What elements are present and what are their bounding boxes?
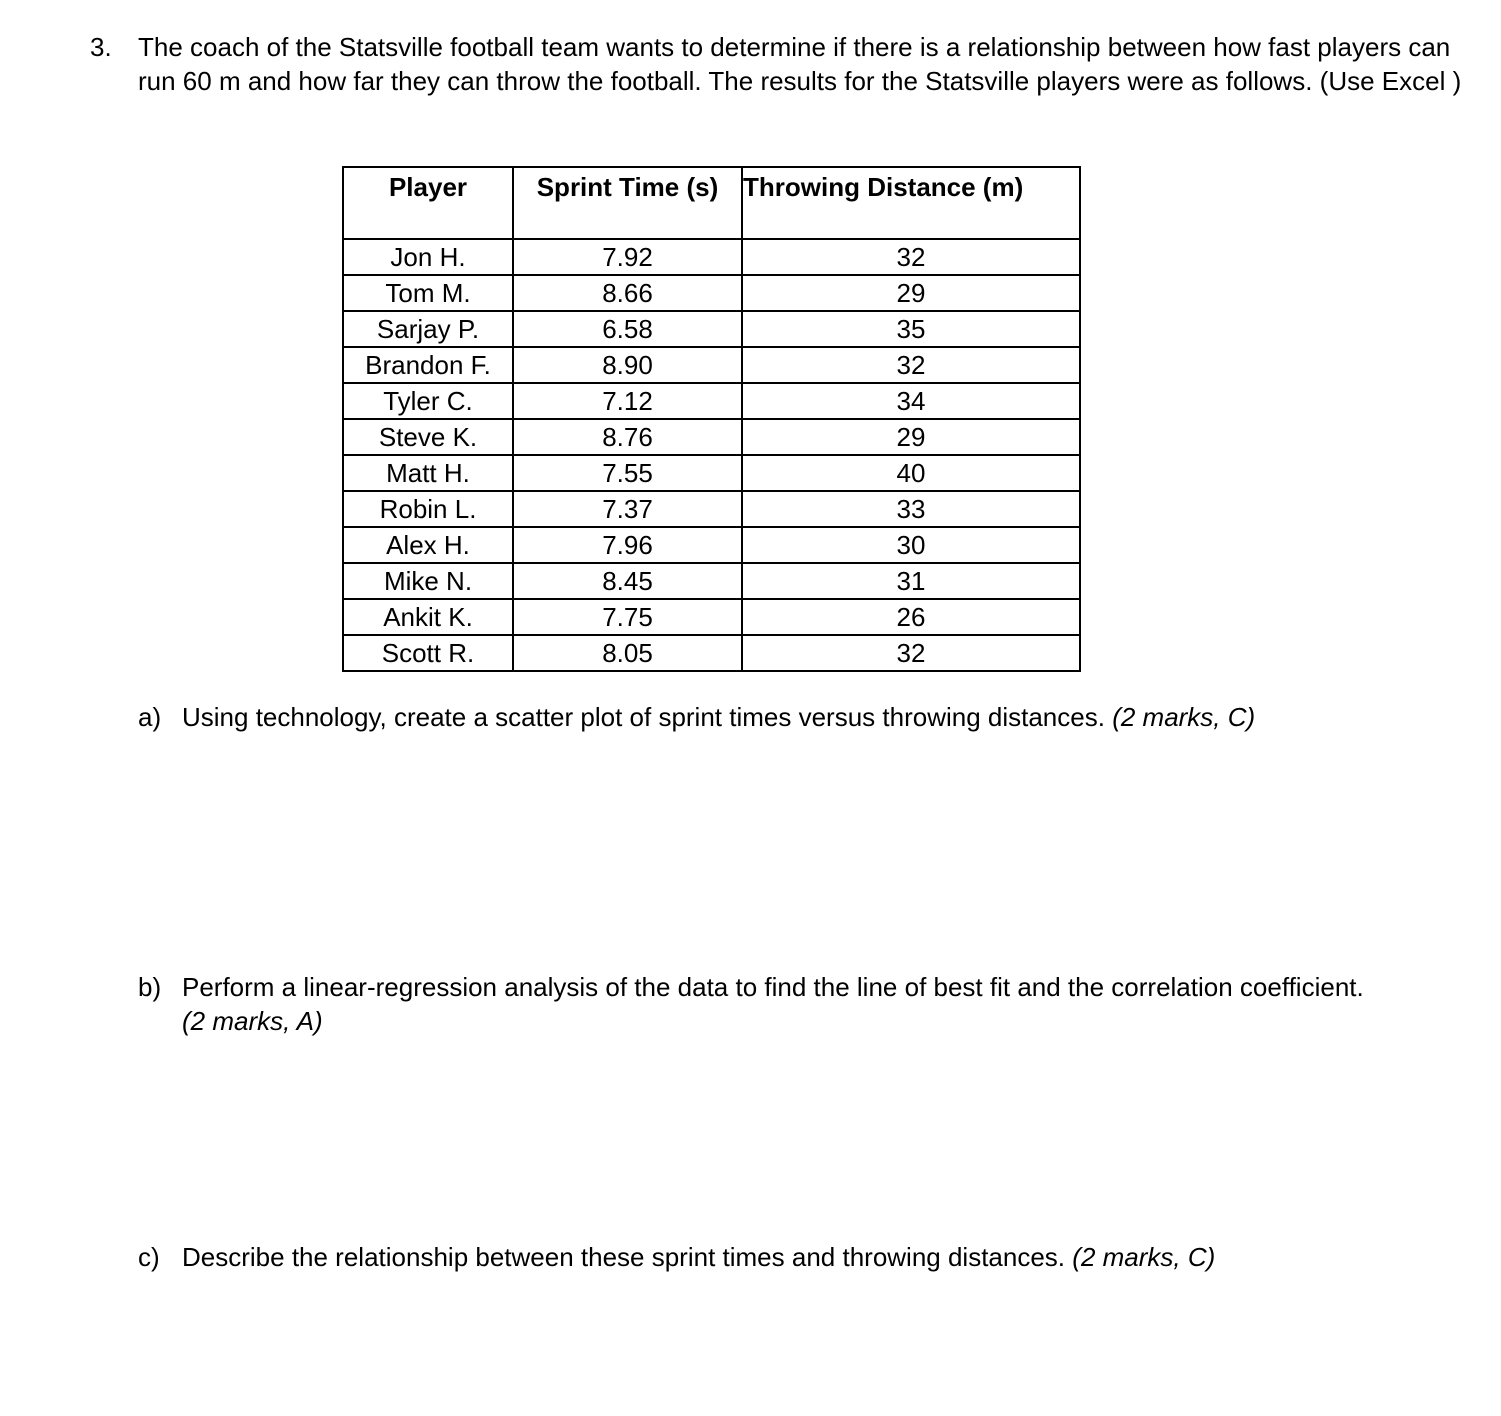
question-text: The coach of the Statsville football team wants to determine if there is a relationship between how fast players can run 60 m and how far they can throw the football. The results for the Statsville players were as follows. (Use Excel ) [138,32,1462,96]
table-header-row [343,167,1080,239]
cell-sprint-time: 8.05 [513,635,742,671]
cell-sprint-time: 7.75 [513,599,742,635]
part-b-question: Perform a linear-regression analysis of the data to find the line of best fit and the correlation coefficient. [182,972,1364,1002]
table-row [343,491,1080,527]
cell-throwing-distance: 40 [742,455,1080,491]
cell-throwing-distance: 32 [742,347,1080,383]
part-a-question: Using technology, create a scatter plot of sprint times versus throwing distances. [182,702,1105,732]
cell-player: Ankit K. [343,599,513,635]
table-row [343,311,1080,347]
cell-player: Alex H. [343,527,513,563]
part-c-label: c) [138,1242,160,1272]
table-row [343,635,1080,671]
player-data-table [342,166,1081,672]
table-row [343,455,1080,491]
table-row [343,275,1080,311]
part-c-question: Describe the relationship between these sprint times and throwing distances. [182,1242,1066,1272]
question-number: 3. [90,32,112,62]
table-row [343,563,1080,599]
cell-sprint-time: 8.90 [513,347,742,383]
cell-throwing-distance: 29 [742,419,1080,455]
cell-sprint-time: 8.45 [513,563,742,599]
cell-sprint-time: 7.96 [513,527,742,563]
header-sprint-time: Sprint Time (s) [513,167,742,239]
table-row [343,383,1080,419]
cell-sprint-time: 6.58 [513,311,742,347]
cell-player: Sarjay P. [343,311,513,347]
cell-player: Matt H. [343,455,513,491]
cell-sprint-time: 8.66 [513,275,742,311]
table-row [343,239,1080,275]
cell-throwing-distance: 32 [742,635,1080,671]
table-row [343,347,1080,383]
part-b-text [182,970,1392,1038]
table-row [343,599,1080,635]
part-a-label: a) [138,702,162,732]
part-b-marks: (2 marks, A) [182,1006,323,1036]
header-player: Player [343,167,513,239]
cell-throwing-distance: 35 [742,311,1080,347]
cell-sprint-time: 7.12 [513,383,742,419]
cell-throwing-distance: 26 [742,599,1080,635]
header-throwing-distance: Throwing Distance (m) [742,167,1080,239]
cell-player: Scott R. [343,635,513,671]
cell-player: Jon H. [343,239,513,275]
cell-player: Tom M. [343,275,513,311]
cell-throwing-distance: 30 [742,527,1080,563]
cell-player: Tyler C. [343,383,513,419]
cell-sprint-time: 7.92 [513,239,742,275]
cell-throwing-distance: 34 [742,383,1080,419]
part-c-text [182,1240,1392,1274]
cell-player: Steve K. [343,419,513,455]
cell-throwing-distance: 32 [742,239,1080,275]
part-a-marks: (2 marks, C) [1112,702,1256,732]
cell-sprint-time: 8.76 [513,419,742,455]
cell-sprint-time: 7.55 [513,455,742,491]
cell-throwing-distance: 29 [742,275,1080,311]
cell-throwing-distance: 31 [742,563,1080,599]
part-b-label: b) [138,972,162,1002]
cell-sprint-time: 7.37 [513,491,742,527]
table-row [343,419,1080,455]
part-c-marks: (2 marks, C) [1072,1242,1216,1272]
cell-player: Mike N. [343,563,513,599]
cell-player: Robin L. [343,491,513,527]
cell-throwing-distance: 33 [742,491,1080,527]
cell-player: Brandon F. [343,347,513,383]
table-row [343,527,1080,563]
part-a-text [182,700,1392,734]
